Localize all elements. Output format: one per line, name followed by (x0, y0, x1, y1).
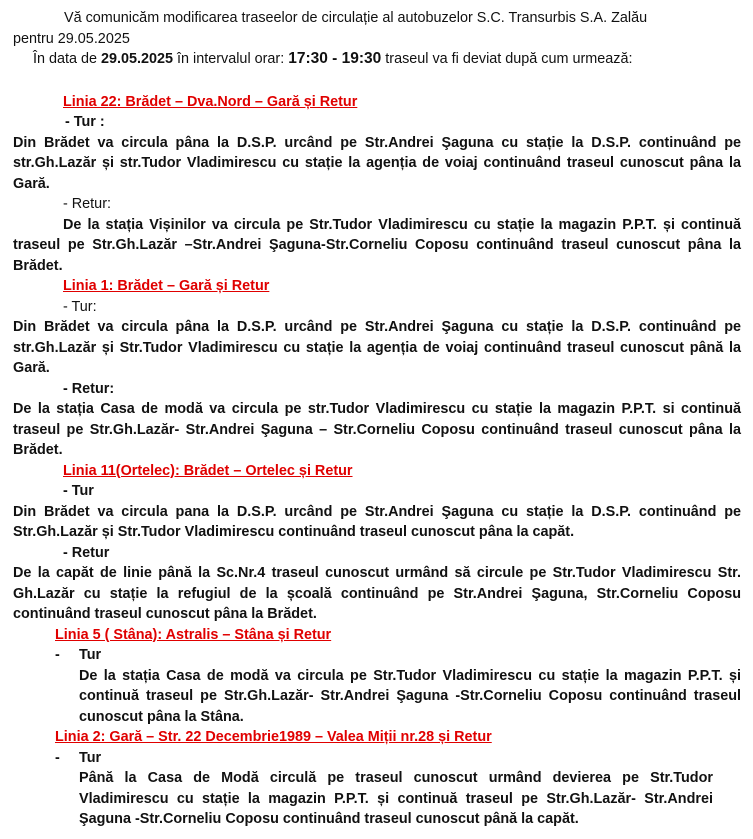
route-2-tur-label-row (13, 748, 741, 769)
route-2-dash: - (55, 749, 60, 766)
document-body (0, 8, 741, 830)
route-11-retur-text: De la capăt de linie până la Sc.Nr.4 traseul cunoscut urmând să circule pe Str.Tudor Vladimirescu Str. Gh.Lazăr cu stație la refugiul de la școală continuând pe Str.Andrei Şaguna, Str.Corneliu Coposu continuând traseul cunoscut pâna la Brădet. (13, 565, 741, 622)
intro-prefix: În data de (33, 51, 102, 67)
route-title-22: Linia 22: Brădet – Dva.Nord – Gară și Retur (63, 93, 358, 110)
route-title-11: Linia 11(Ortelec): Brădet – Ortelec și Retur (63, 462, 353, 479)
intro-line-1b (13, 29, 741, 50)
route-1-tur-label: - Tur: (63, 298, 97, 315)
intro-mid: în intervalul orar: (173, 51, 289, 67)
deviation-date: 29.05.2025 (101, 51, 174, 67)
intro-text: Vă comunicăm modificarea traseelor de circulație al autobuzelor S.C. Transurbis S.A. Zalău (64, 10, 648, 26)
route-5-tur-label-row (13, 645, 741, 666)
intro-suffix: traseul va fi deviat după cum urmează: (381, 51, 633, 67)
route-title-1: Linia 1: Brădet – Gară și Retur (63, 278, 270, 294)
deviation-time: 17:30 - 19:30 (288, 50, 382, 67)
route-5-tur-label: Tur (79, 647, 102, 663)
route-1-retur-text: De la stația Casa de modă va circula pe str.Tudor Vladimirescu cu stație la magazin P.P.T. si continuă traseul pe Str.Gh.Lazăr- Str.Andrei Şaguna – Str.Corneliu Coposu continuând traseul cunoscut pâna la Brădet. (13, 401, 741, 458)
intro-text-date: pentru 29.05.2025 (13, 30, 130, 47)
intro-line-2 (13, 49, 741, 70)
route-title-2: Linia 2: Gară – Str. 22 Decembrie1989 – Valea Miții nr.28 și Retur (55, 729, 492, 745)
route-1-retur-label: - Retur: (63, 380, 115, 397)
route-1-tur-text: Din Brădet va circula pâna la D.S.P. urcând pe Str.Andrei Şaguna cu stație la D.S.P. continuând pe str.Gh.Lazăr și Str.Tudor Vladimirescu cu stație la agenția de voiaj continuând traseul cunoscut până la Gară. (13, 319, 741, 376)
route-5-tur-text: De la stația Casa de modă va circula pe Str.Tudor Vladimirescu cu stație la magazin P.P.T. și continuă traseul pe Str.Gh.Lazăr- Str.Andrei Şaguna -Str.Corneliu Coposu continuând traseul cunoscut pâna la Stâna. (79, 667, 741, 725)
route-22-retur-text: De la stația Vișinilor va circula pe Str.Tudor Vladimirescu cu stație la magazin P.P.T. și continuă traseul pe Str.Gh.Lazăr –Str.Andrei Şaguna-Str.Corneliu Coposu continuând traseul cunoscut pâna la Brădet. (13, 216, 741, 274)
route-22-tur-text: Din Brădet va circula pâna la D.S.P. urcând pe Str.Andrei Şaguna cu stație la D.S.P. continuând pe str.Gh.Lazăr și str.Tudor Vladimirescu cu stație la agenția de voiaj continuând traseul cunoscut pâna la Gară. (13, 134, 741, 192)
route-5-dash: - (55, 647, 60, 663)
intro-line-1 (13, 8, 741, 29)
route-2-tur-label: Tur (79, 749, 102, 766)
route-2-tur-text: Până la Casa de Modă circulă pe traseul cunoscut urmând devierea pe Str.Tudor Vladimirescu cu stație la magazin P.P.T. și continuă traseul pe Str.Gh.Lazăr- Str.Andrei Şaguna -Str.Corneliu Coposu continuând traseul cunoscut până la capăt. (79, 770, 713, 827)
route-22-retur-label: - Retur: (63, 196, 111, 212)
route-11-retur-label: - Retur (63, 544, 110, 561)
route-title-5: Linia 5 ( Stâna): Astralis – Stâna și Retur (55, 626, 332, 643)
route-11-tur-label: - Tur (63, 483, 94, 499)
route-22-tur-label: - Tur : (65, 114, 105, 130)
route-11-tur-text: Din Brădet va circula pana la D.S.P. urcând pe Str.Andrei Şaguna cu stație la D.S.P. continuând pe Str.Gh.Lazăr și Str.Tudor Vladimirescu continuând traseul cunoscut pâna la capăt. (13, 503, 741, 540)
